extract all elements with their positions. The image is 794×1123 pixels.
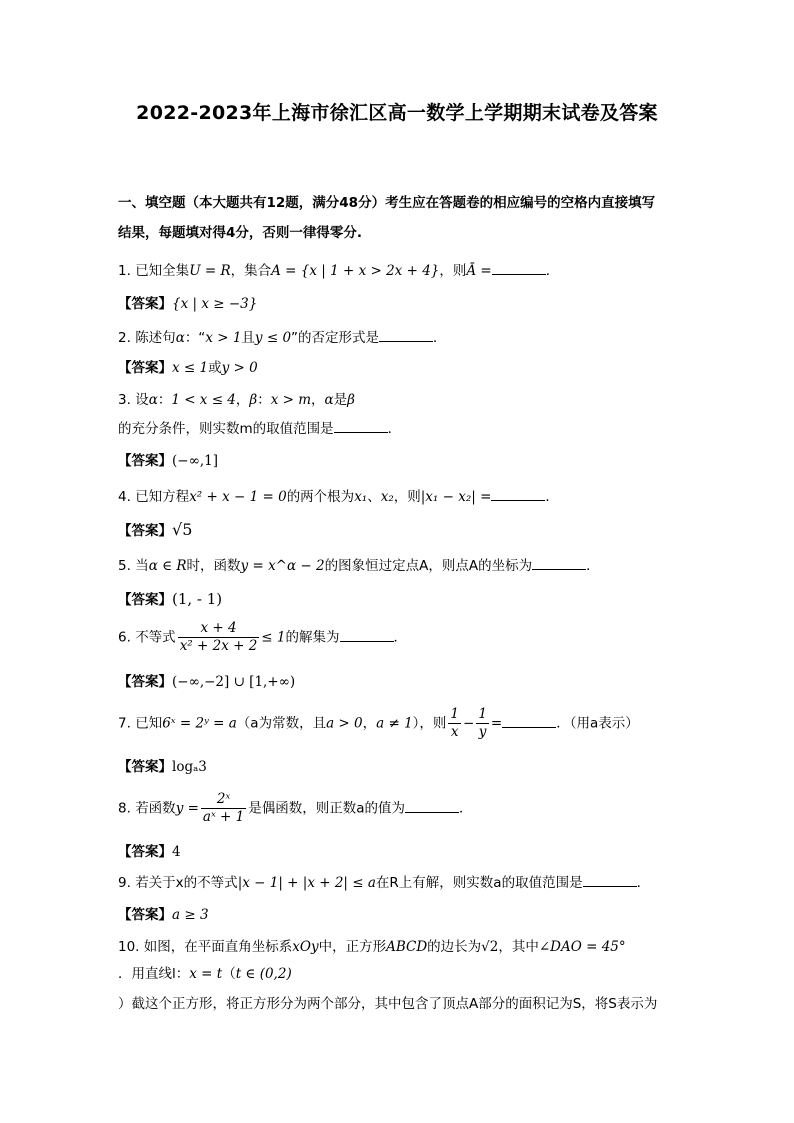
question-7: 7. 已知6ˣ = 2ʸ = a（a为常数，且a > 0，a ≠ 1），则 $\frac{1}{x}$ − $\frac{1}{y}$ = ．（用a表示） — [118, 706, 639, 740]
answer-blank — [492, 262, 546, 275]
question-1: 1. 已知全集U = R，集合A = {x | 1 + x > 2x + 4}，则Ā = ． — [118, 263, 560, 279]
question-10-line2: ．用直线l：x = t（t ∈ (0,2) — [118, 966, 292, 982]
answer-4: 【答案】√5 — [118, 520, 193, 539]
answer-blank — [502, 715, 556, 728]
fraction: $\frac{x + 4}{\text{x² + 2x + 2}}$ — [179, 620, 258, 654]
fraction: $\frac{1}{y}$ — [478, 706, 487, 740]
answer-5: 【答案】(1, - 1) — [118, 590, 223, 608]
question-5: 5. 当α ∈ R时，函数y = x^α − 2的图象恒过定点A，则点A的坐标为 ． — [118, 558, 600, 574]
question-2: 2. 陈述句α：“x > 1且y ≤ 0”的否定形式是 ． — [118, 330, 447, 346]
question-9: 9. 若关于x的不等式|x − 1| + |x + 2| ≤ a在R上有解，则实数a的取值范围是 ． — [118, 875, 651, 891]
answer-blank — [405, 800, 459, 813]
answer-blank — [532, 557, 586, 570]
answer-8: 【答案】4 — [118, 844, 181, 860]
answer-blank — [379, 329, 433, 342]
question-3: 3. 设α：1 < x ≤ 4，β：x > m，α是β — [118, 392, 355, 408]
section-instructions-line1: 一、填空题（本大题共有12题，满分48分）考生应在答题卷的相应编号的空格内直接填写 — [118, 195, 656, 211]
answer-9: 【答案】a ≥ 3 — [118, 907, 209, 923]
answer-1: 【答案】{x | x ≥ −3} — [118, 296, 258, 312]
question-6: 6. 不等式 $\frac{x + 4}{\text{x² + 2x + 2}}$ ≤ 1的解集为 ． — [118, 620, 407, 654]
fraction: $\frac{1}{x}$ — [450, 706, 460, 740]
answer-6: 【答案】(−∞,−2] ∪ [1,+∞) — [118, 674, 296, 690]
section-instructions-line2: 结果，每题填对得4分，否则一律得零分. — [118, 225, 363, 241]
question-10: 10. 如图，在平面直角坐标系xOy中，正方形ABCD的边长为√2，其中∠DAO = 45° — [118, 939, 626, 955]
question-3-line2: 的充分条件，则实数m的取值范围是 ． — [118, 421, 402, 437]
answer-blank — [583, 874, 637, 887]
fraction: $\frac{\text{2ˣ}}{\text{aˣ + 1}}$ — [202, 791, 245, 825]
answer-blank — [334, 420, 388, 433]
question-8: 8. 若函数y = $\frac{\text{2ˣ}}{\text{aˣ + 1}}$ 是偶函数，则正数a的值为 ． — [118, 791, 473, 825]
page-title: 2022-2023年上海市徐汇区高一数学上学期期末试卷及答案 — [136, 102, 658, 124]
answer-7: 【答案】logₐ3 — [118, 759, 207, 775]
answer-blank — [340, 629, 394, 642]
question-4: 4. 已知方程x² + x − 1 = 0的两个根为x₁、x₂，则|x₁ − x₂| = ． — [118, 489, 559, 505]
question-10-line3: ）截这个正方形，将正方形分为两个部分，其中包含了顶点A部分的面积记为S，将S表示为 — [118, 996, 658, 1012]
answer-3: 【答案】(−∞,1] — [118, 453, 218, 469]
answer-2: 【答案】x ≤ 1或y > 0 — [118, 360, 258, 376]
answer-blank — [491, 488, 545, 501]
